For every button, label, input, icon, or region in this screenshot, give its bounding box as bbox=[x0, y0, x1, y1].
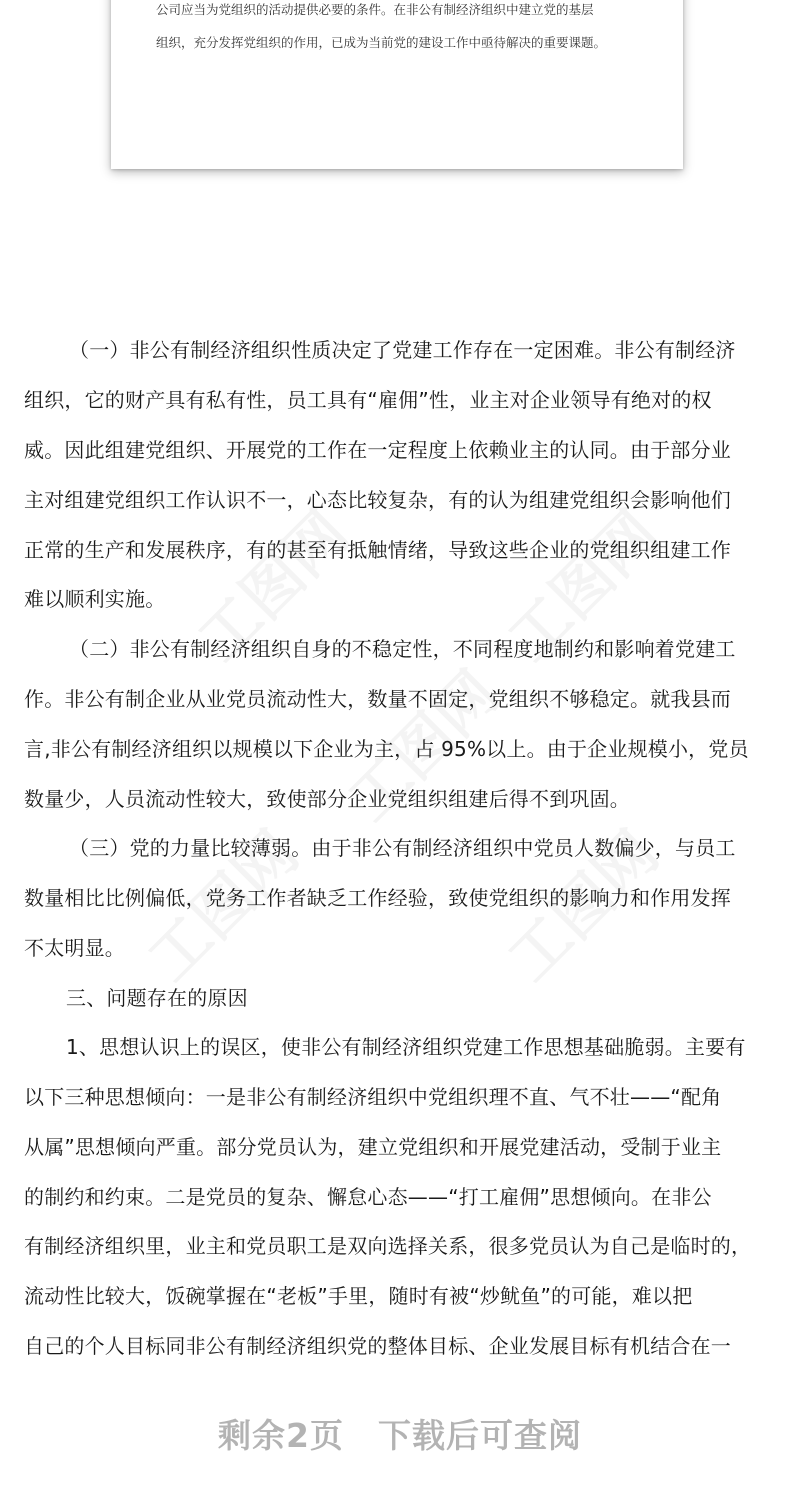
card-text-line: 公司应当为党组织的活动提供必要的条件。在非公有制经济组织中建立党的基层 bbox=[156, 2, 594, 17]
body-line: 的制约和约束。二是党员的复杂、懈怠心态——“打工雇佣”思想倾向。在非公 bbox=[24, 1185, 712, 1209]
body-line: 数量相比比例偏低，党务工作者缺乏工作经验，致使党组织的影响力和作用发挥 bbox=[24, 886, 731, 910]
body-line: （二）非公有制经济组织自身的不稳定性，不同程度地制约和影响着党建工 bbox=[69, 637, 736, 661]
body-line: 从属”思想倾向严重。部分党员认为，建立党组织和开展党建活动，受制于业主 bbox=[24, 1135, 722, 1159]
body-line: 1、思想认识上的误区，使非公有制经济组织党建工作思想基础脆弱。主要有 bbox=[66, 1035, 746, 1059]
body-line: 不太明显。 bbox=[24, 936, 125, 960]
body-line: 组织，它的财产具有私有性，员工具有“雇佣”性，业主对企业领导有绝对的权 bbox=[24, 388, 712, 412]
document-preview-card bbox=[111, 0, 683, 169]
body-line: 正常的生产和发展秩序，有的甚至有抵触情绪，导致这些企业的党组织组建工作 bbox=[24, 538, 731, 562]
section-heading: 三、问题存在的原因 bbox=[66, 986, 248, 1010]
body-line: 流动性比较大，饭碗掌握在“老板”手里，随时有被“炒鱿鱼”的可能，难以把 bbox=[24, 1284, 693, 1308]
body-line: 以下三种思想倾向：一是非公有制经济组织中党组织理不直、气不壮——“配角 bbox=[24, 1085, 722, 1109]
body-line: （一）非公有制经济组织性质决定了党建工作存在一定困难。非公有制经济 bbox=[69, 338, 736, 362]
card-text-line: 组织，充分发挥党组织的作用，已成为当前党的建设工作中亟待解决的重要课题。 bbox=[156, 35, 607, 50]
body-line: 难以顺利实施。 bbox=[24, 587, 166, 611]
body-line: 威。因此组建党组织、开展党的工作在一定程度上依赖业主的认同。由于部分业 bbox=[24, 438, 731, 462]
body-line: 自己的个人目标同非公有制经济组织党的整体目标、企业发展目标有机结合在一 bbox=[24, 1334, 731, 1358]
body-line: 言,非公有制经济组织以规模以下企业为主，占 95%以上。由于企业规模小，党员 bbox=[24, 737, 749, 761]
body-line: 有制经济组织里，业主和党员职工是双向选择关系，很多党员认为自己是临时的， bbox=[24, 1234, 752, 1258]
body-line: （三）党的力量比较薄弱。由于非公有制经济组织中党员人数偏少，与员工 bbox=[69, 836, 736, 860]
body-line: 主对组建党组织工作认识不一，心态比较复杂，有的认为组建党组织会影响他们 bbox=[24, 488, 731, 512]
body-line: 作。非公有制企业从业党员流动性大，数量不固定，党组织不够稳定。就我县而 bbox=[24, 687, 731, 711]
body-line: 数量少，人员流动性较大，致使部分企业党组织组建后得不到巩固。 bbox=[24, 787, 630, 811]
remaining-pages-banner[interactable]: 剩余2页 下载后可查阅 bbox=[218, 1416, 582, 1455]
